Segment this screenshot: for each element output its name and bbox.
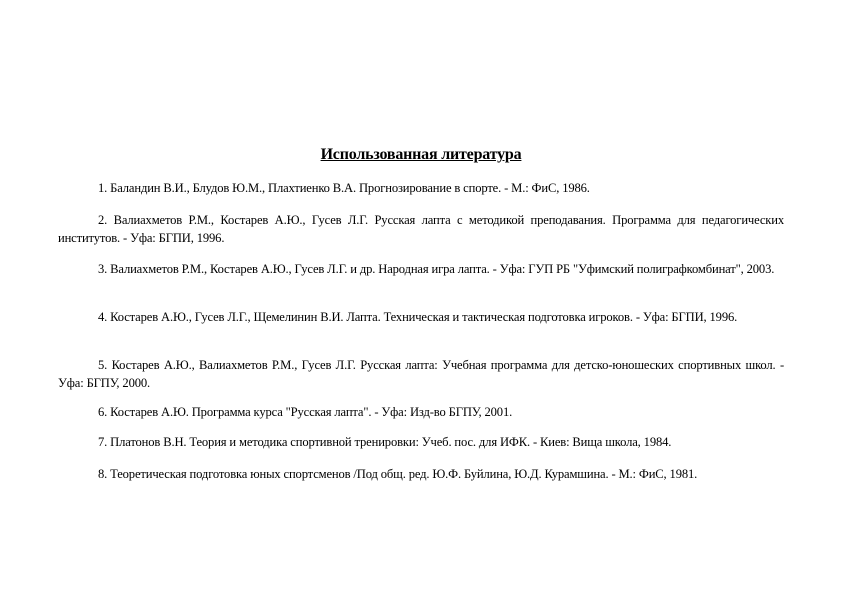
reference-item-4: 4. Костарев А.Ю., Гусев Л.Г., Щемелинин В.И. Лапта. Техническая и тактическая подготовка игроков. - Уфа: БГПИ, 1996. xyxy=(98,310,738,324)
reference-item-1: 1. Баландин В.И., Блудов Ю.М., Плахтиенко В.А. Прогнозирование в спорте. - М.: ФиС, 1986. xyxy=(98,181,590,195)
reference-item-6: 6. Костарев А.Ю. Программа курса "Русская лапта". - Уфа: Изд-во БГПУ, 2001. xyxy=(98,405,513,419)
reference-item-2: 2. Валиахметов Р.М., Костарев А.Ю., Гусев Л.Г. Русская лапта с методикой преподавания. Программа для педагогических институтов. - Уфа: БГПИ, 1996. xyxy=(58,213,784,245)
reference-item-7: 7. Платонов В.Н. Теория и методика спортивной тренировки: Учеб. пос. для ИФК. - Киев: Вища школа, 1984. xyxy=(98,435,672,449)
reference-item-3: 3. Валиахметов Р.М., Костарев А.Ю., Гусев Л.Г. и др. Народная игра лапта. - Уфа: ГУП РБ "Уфимский полиграфкомбинат", 2003. xyxy=(98,262,775,276)
reference-item-5: 5. Костарев А.Ю., Валиахметов Р.М., Гусев Л.Г. Русская лапта: Учебная программа для детско-юношеских спортивных школ. - Уфа: БГПУ, 2000. xyxy=(58,358,784,390)
page-title: Использованная литература xyxy=(320,146,522,163)
reference-item-8: 8. Теоретическая подготовка юных спортсменов /Под общ. ред. Ю.Ф. Буйлина, Ю.Д. Курамшина. - М.: ФиС, 1981. xyxy=(98,467,698,481)
